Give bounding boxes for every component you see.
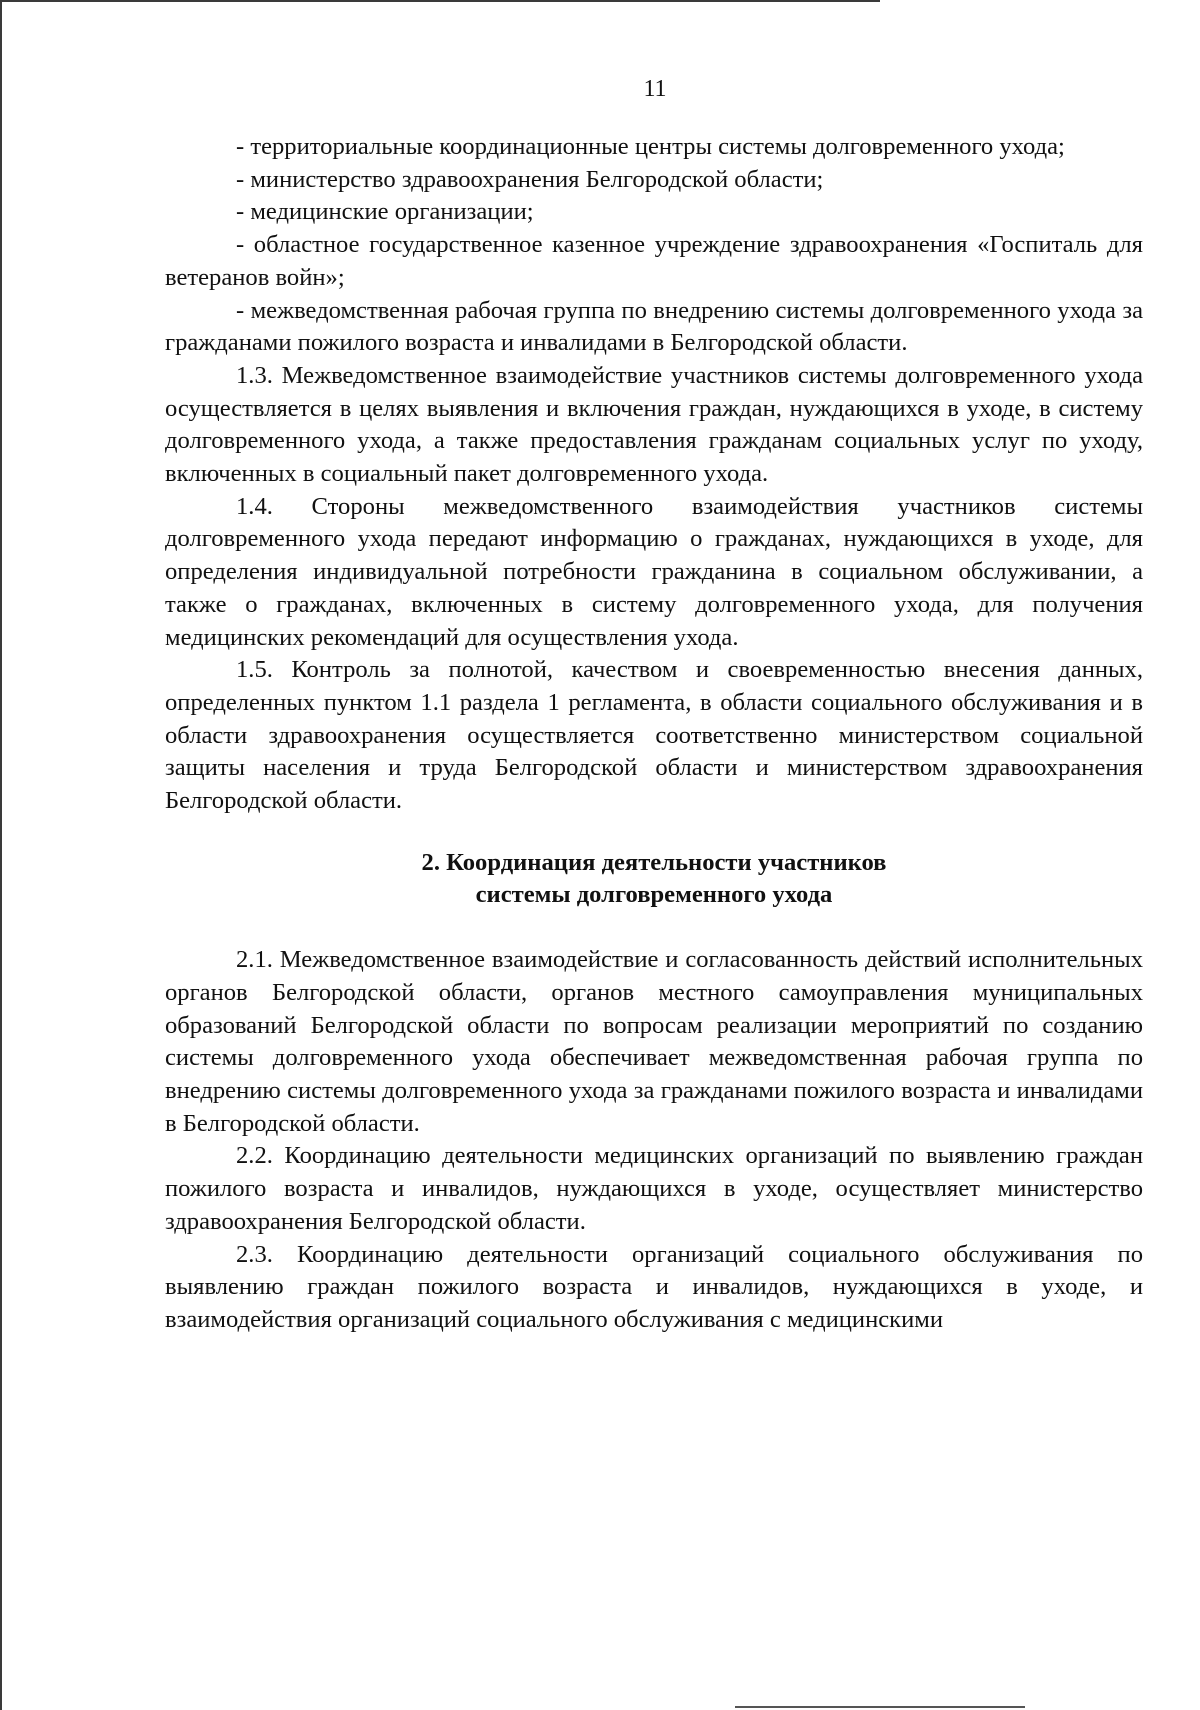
scan-edge-left [0,0,2,1710]
paragraph-2-2: 2.2. Координацию деятельности медицинских организаций по выявлению граждан пожилого возраста и инвалидов, нуждающихся в уходе, осуществляет министерство здравоохранения Белгородской области. [165,1142,1143,1235]
scan-edge-bottom [735,1706,1025,1708]
spacer [165,818,1143,847]
paragraph-2-3: 2.3. Координацию деятельности организаций социального обслуживания по выявлению граждан пожилого возраста и инвалидов, нуждающихся в уходе, и взаимодействия организаций социального обслуживания с медицинскими [165,1240,1143,1333]
list-item: - медицинские организации; [236,198,534,226]
list-item: - межведомственная рабочая группа по внедрению системы долговременного ухода за гражданами пожилого возраста и инвалидами в Белгородской области. [165,296,1143,357]
section-2-heading-line-1: 2. Координация деятельности участников [421,848,887,876]
spacer [165,912,1143,944]
document-body [165,131,1143,1337]
section-2-heading [165,847,1143,912]
paragraph-2-1: 2.1. Межведомственное взаимодействие и согласованность действий исполнительных органов Белгородской области, органов местного самоуправления муниципальных образований Белгородской области по вопросам реализации мероприятий по созданию системы долговременного ухода обеспечивает межведомственная рабочая группа по внедрению системы долговременного ухода за гражданами пожилого возраста и инвалидами в Белгородской области. [165,946,1143,1137]
section-2-heading-line-2: системы долговременного ухода [475,881,833,909]
list-item: - областное государственное казенное учреждение здравоохранения «Госпиталь для ветеранов войн»; [165,231,1143,291]
list-item: - территориальные координационные центры системы долговременного ухода; [236,133,1065,160]
scan-edge-top [0,0,880,2]
paragraph-1-4: 1.4. Стороны межведомственного взаимодействия участников системы долговременного ухода передают информацию о гражданах, нуждающихся в уходе, для определения индивидуальной потребности гражданина в социальном обслуживании, а также о гражданах, включенных в систему долговременного ухода, для получения медицинских рекомендаций для осуществления ухода. [165,492,1143,651]
paragraph-1-5: 1.5. Контроль за полнотой, качеством и своевременностью внесения данных, определенных пунктом 1.1 раздела 1 регламента, в области социального обслуживания и в области здравоохранения осуществляется соответственно министерством социальной защиты населения и труда Белгородской области и министерством здравоохранения Белгородской области. [165,656,1143,815]
paragraph-1-3: 1.3. Межведомственное взаимодействие участников системы долговременного ухода осуществляется в целях выявления и включения граждан, нуждающихся в уходе, в систему долговременного ухода, а также предоставления гражданам социальных услуг по уходу, включенных в социальный пакет долговременного ухода. [165,361,1143,488]
page-number: 11 [643,76,667,102]
list-item: - министерство здравоохранения Белгородской области; [236,165,824,193]
